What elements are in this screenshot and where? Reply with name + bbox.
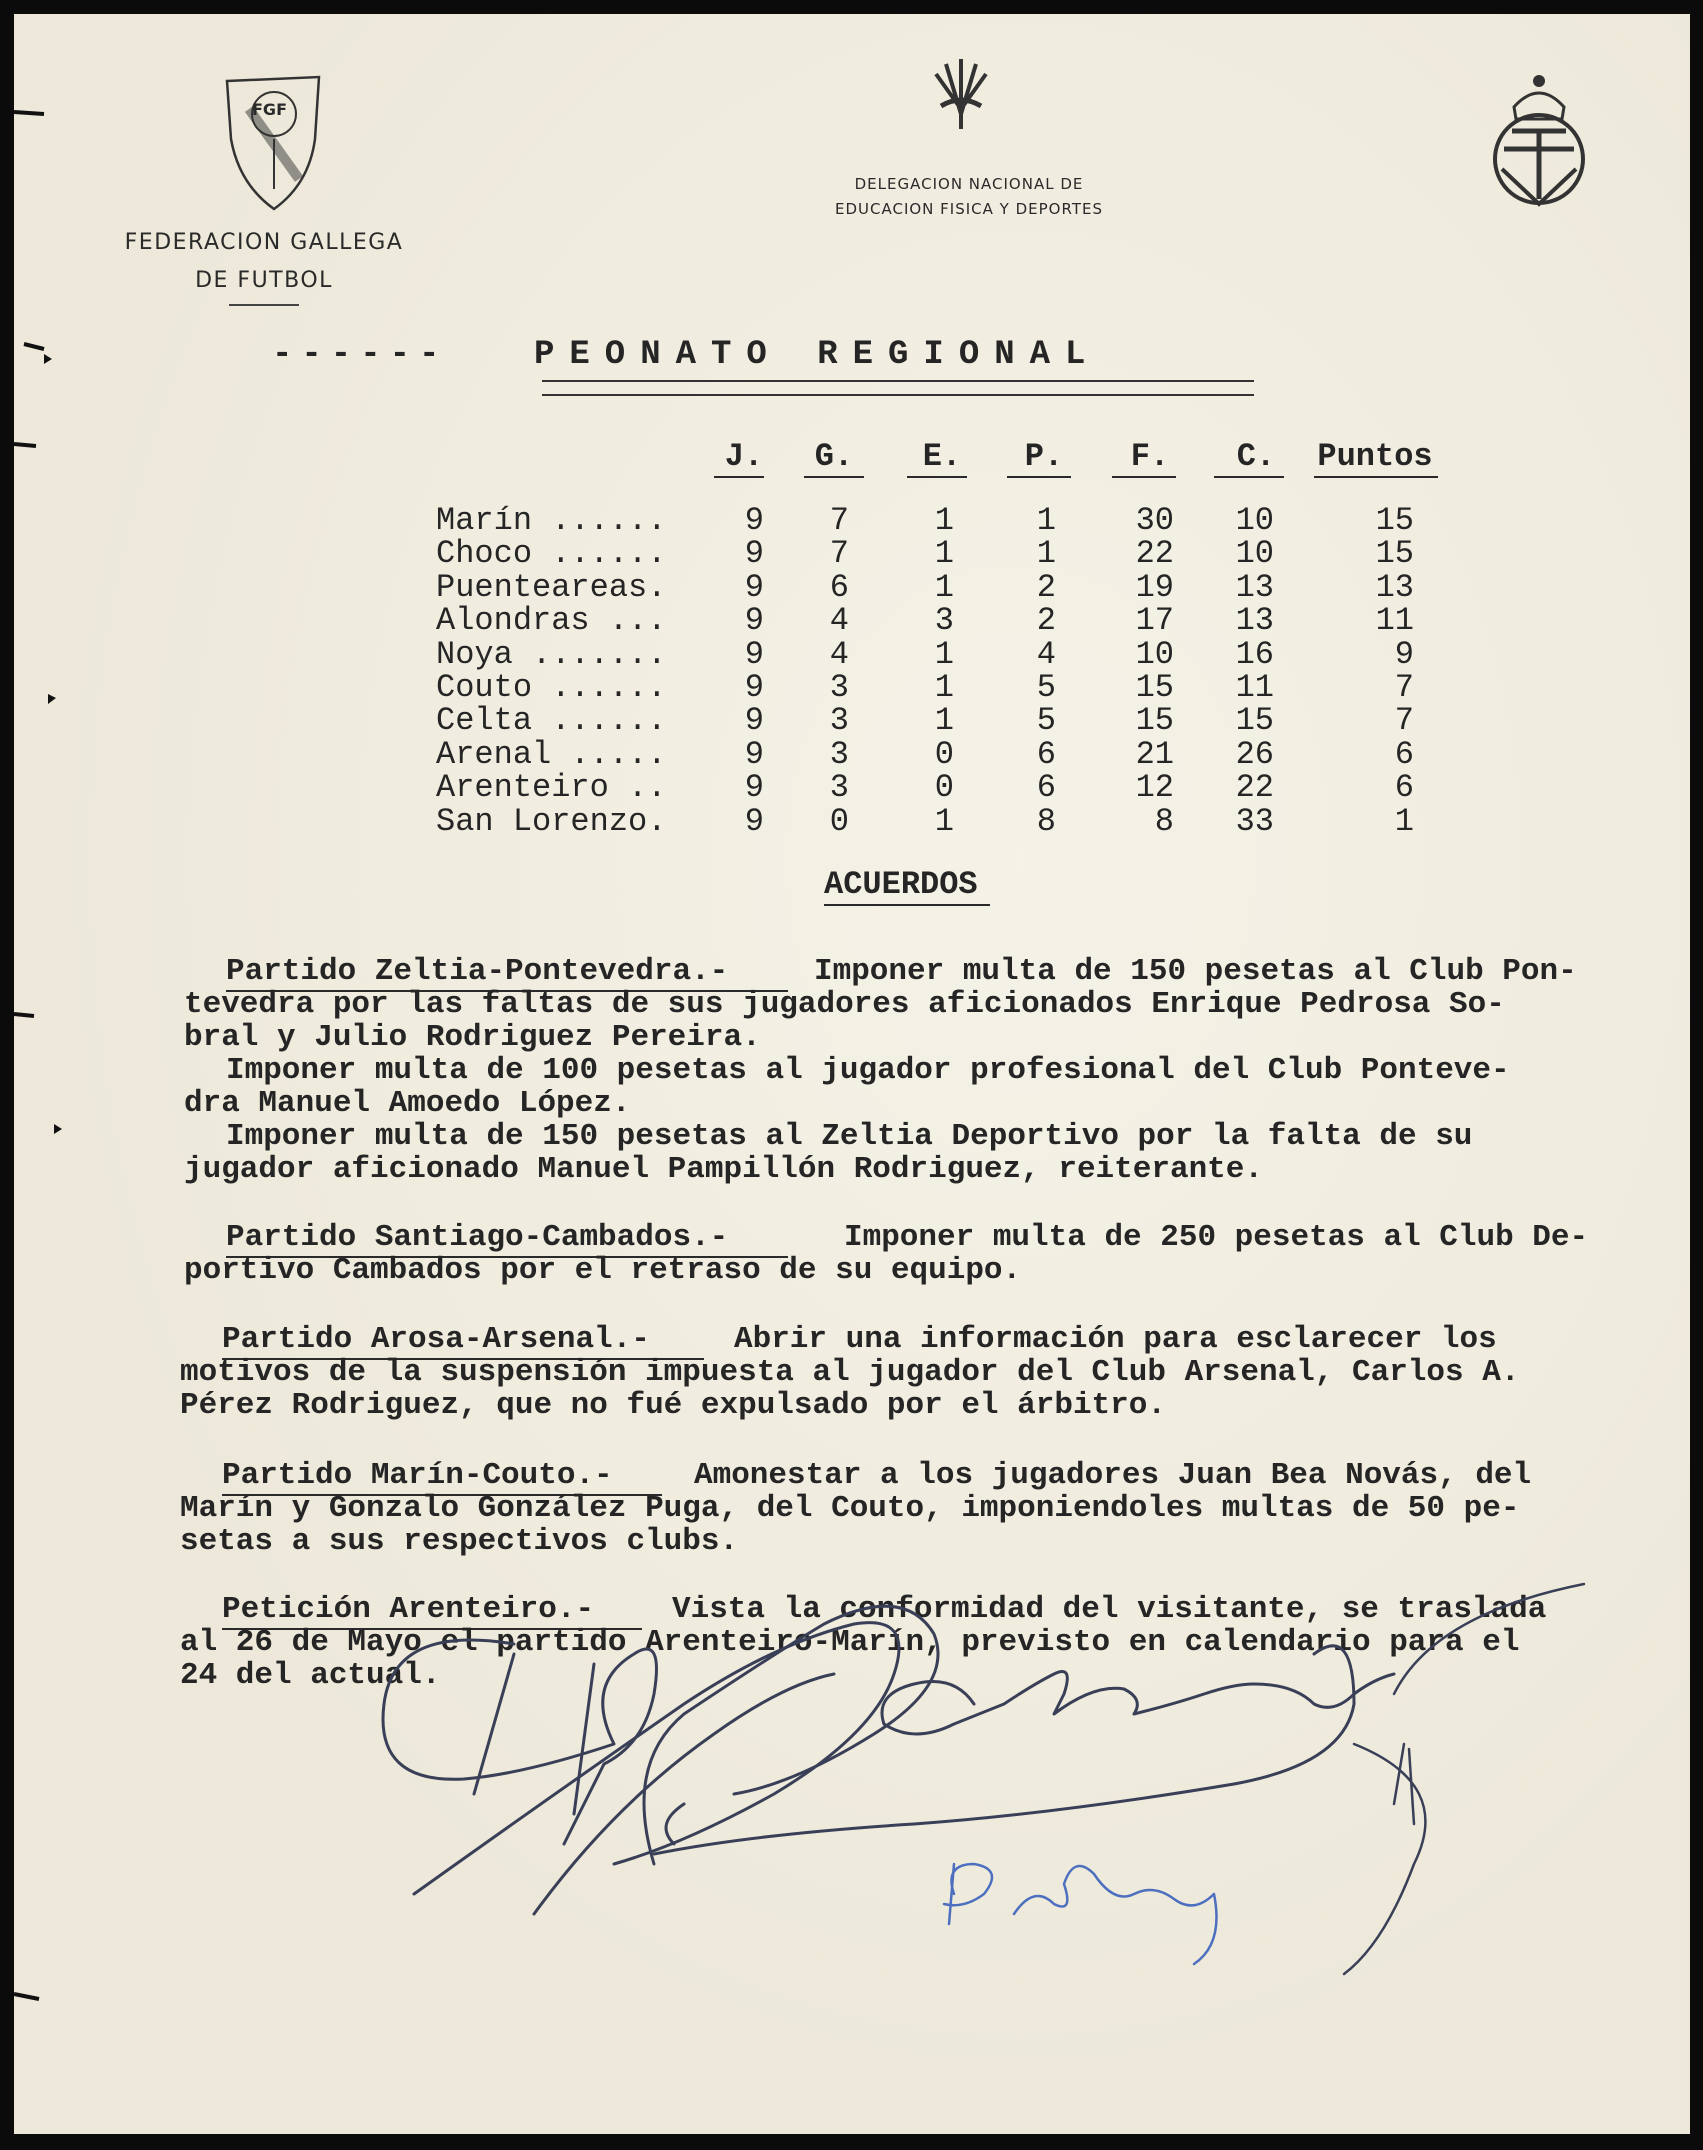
cell-c: 13 [1235,569,1274,606]
federation-shield-icon [219,69,329,219]
agreement-heading: Partido Arosa-Arsenal.- [222,1322,650,1357]
team-name: San Lorenzo. [436,803,667,840]
cell-e: 0 [934,736,954,773]
cell-g: 0 [829,803,849,840]
delegation-name [804,172,1134,222]
team-name: Marín ...... [436,502,667,539]
cell-g: 3 [829,736,849,773]
cell-j: 9 [744,535,764,572]
column-header: F. [1130,438,1170,475]
cell-f: 15 [1135,702,1174,739]
team-name: Puenteareas. [436,569,667,606]
cell-p: 6 [1036,736,1056,773]
page-title: PEONATO REGIONAL [534,336,1101,374]
cell-p: 5 [1036,702,1056,739]
cell-puntos: 7 [1394,669,1414,706]
team-name: Couto ...... [436,669,667,706]
agreement-line: Abrir una información para esclarecer los [734,1322,1497,1357]
cell-g: 7 [829,535,849,572]
signature-flourish [1344,1584,1584,1974]
column-header-underline [714,476,764,478]
cell-puntos: 15 [1375,502,1414,539]
agreement-line: tevedra por las faltas de sus jugadores aficionados Enrique Pedrosa So- [184,987,1505,1022]
signature-salvador [654,1646,1394,1854]
cell-e: 1 [934,535,954,572]
column-header-underline [1007,476,1071,478]
agreement-line: Imponer multa de 150 pesetas al Zeltia Deportivo por la falta de su [226,1119,1473,1154]
cell-c: 10 [1235,502,1274,539]
delegation-line2: EDUCACION FISICA Y DEPORTES [835,200,1103,218]
federation-name-line2: DE FUTBOL [195,268,333,293]
binder-marks [14,54,54,2054]
cell-e: 1 [934,702,954,739]
cell-p: 1 [1036,502,1056,539]
agreement-line: bral y Julio Rodriguez Pereira. [184,1020,761,1055]
cell-c: 11 [1235,669,1274,706]
cell-puntos: 15 [1375,535,1414,572]
agreement-line: Pérez Rodriguez, que no fué expulsado por el árbitro. [180,1388,1166,1423]
column-header: J. [724,438,764,475]
cell-g: 3 [829,769,849,806]
agreement-line: Amonestar a los jugadores Juan Bea Novás, del [694,1458,1532,1493]
yoke-arrows-icon [926,54,996,134]
cell-f: 30 [1135,502,1174,539]
cell-e: 1 [934,502,954,539]
column-header-underline [1112,476,1176,478]
team-name: Alondras ... [436,602,667,639]
cell-f: 17 [1135,602,1174,639]
cell-p: 2 [1036,569,1056,606]
title-double-underline [542,380,1254,396]
cell-g: 4 [829,636,849,673]
agreement-heading: Partido Santiago-Cambados.- [226,1220,729,1255]
agreement-line: dra Manuel Amoedo López. [184,1086,631,1121]
cell-f: 22 [1135,535,1174,572]
column-header-underline [1314,476,1438,478]
cell-j: 9 [744,569,764,606]
column-header-underline [1214,476,1284,478]
team-name: Noya ....... [436,636,667,673]
column-header-underline [804,476,864,478]
cell-e: 1 [934,669,954,706]
column-header-underline [907,476,967,478]
cell-e: 1 [934,636,954,673]
cell-e: 3 [934,602,954,639]
cell-e: 0 [934,769,954,806]
acuerdos-heading: ACUERDOS [824,866,978,903]
cell-j: 9 [744,736,764,773]
signature-group [354,1564,1654,1984]
cell-p: 1 [1036,535,1056,572]
cell-c: 26 [1235,736,1274,773]
cell-j: 9 [744,636,764,673]
agreement-line: Imponer multa de 150 pesetas al Club Pon- [814,954,1577,989]
title-dashes: ------ [272,336,449,374]
cell-f: 8 [1154,803,1174,840]
cell-puntos: 11 [1375,602,1414,639]
column-header: Puntos [1317,438,1433,475]
cell-j: 9 [744,502,764,539]
agreement-line: jugador aficionado Manuel Pampillón Rodriguez, reiterante. [184,1152,1263,1187]
acuerdos-underline [824,904,990,906]
column-header: G. [814,438,854,475]
cell-j: 9 [744,669,764,706]
team-name: Arenal ..... [436,736,667,773]
cell-puntos: 13 [1375,569,1414,606]
cell-j: 9 [744,803,764,840]
agreement-line: Vista la conformidad del visitante, se traslada [672,1592,1547,1627]
cell-f: 12 [1135,769,1174,806]
document-page [14,14,1690,2134]
column-header: C. [1236,438,1276,475]
agreement-line: motivos de la suspensión impuesta al jugador del Club Arsenal, Carlos A. [180,1355,1520,1390]
cell-puntos: 6 [1394,736,1414,773]
cell-g: 7 [829,502,849,539]
cell-e: 1 [934,803,954,840]
cell-puntos: 7 [1394,702,1414,739]
column-header: P. [1024,438,1064,475]
agreement-heading: Partido Zeltia-Pontevedra.- [226,954,729,989]
federation-name [114,224,414,300]
cell-puntos: 9 [1394,636,1414,673]
delegation-line1: DELEGACION NACIONAL DE [854,175,1084,193]
cell-c: 15 [1235,702,1274,739]
column-header: E. [922,438,962,475]
cell-e: 1 [934,569,954,606]
federation-name-line1: FEDERACION GALLEGA [124,230,404,255]
team-name: Choco ...... [436,535,667,572]
signature-blue [944,1864,1217,1964]
cell-g: 3 [829,669,849,706]
cell-p: 6 [1036,769,1056,806]
cell-c: 13 [1235,602,1274,639]
agreement-heading: Partido Marín-Couto.- [222,1458,613,1493]
federation-rule [229,304,299,306]
cell-c: 33 [1235,803,1274,840]
team-name: Celta ...... [436,702,667,739]
cell-p: 4 [1036,636,1056,673]
agreement-heading: Petición Arenteiro.- [222,1592,595,1627]
cell-f: 15 [1135,669,1174,706]
cell-g: 4 [829,602,849,639]
cell-p: 2 [1036,602,1056,639]
cell-f: 19 [1135,569,1174,606]
cell-g: 3 [829,702,849,739]
agreement-line: Marín y Gonzalo González Puga, del Couto, imponiendoles multas de 50 pe- [180,1491,1520,1526]
agreement-line: Imponer multa de 250 pesetas al Club De- [844,1220,1589,1255]
cell-j: 9 [744,602,764,639]
agreement-line: 24 del actual. [180,1658,441,1693]
cell-p: 5 [1036,669,1056,706]
cell-f: 21 [1135,736,1174,773]
cell-j: 9 [744,702,764,739]
cell-puntos: 1 [1394,803,1414,840]
cell-puntos: 6 [1394,769,1414,806]
cell-g: 6 [829,569,849,606]
agreement-line: setas a sus respectivos clubs. [180,1524,739,1559]
cell-p: 8 [1036,803,1056,840]
left-emblem-letters: FGF [252,100,287,119]
agreement-line: portivo Cambados por el retraso de su equipo. [184,1253,1022,1288]
agreement-line: Imponer multa de 100 pesetas al jugador profesional del Club Ponteve- [226,1053,1510,1088]
signature-loop-1 [383,1640,657,1844]
agreement-line: al 26 de Mayo el partido Arenteiro-Marín, previsto en calendario para el [180,1625,1520,1660]
cell-c: 10 [1235,535,1274,572]
cell-c: 22 [1235,769,1274,806]
cell-f: 10 [1135,636,1174,673]
cell-j: 9 [744,769,764,806]
team-name: Arenteiro .. [436,769,667,806]
cell-c: 16 [1235,636,1274,673]
